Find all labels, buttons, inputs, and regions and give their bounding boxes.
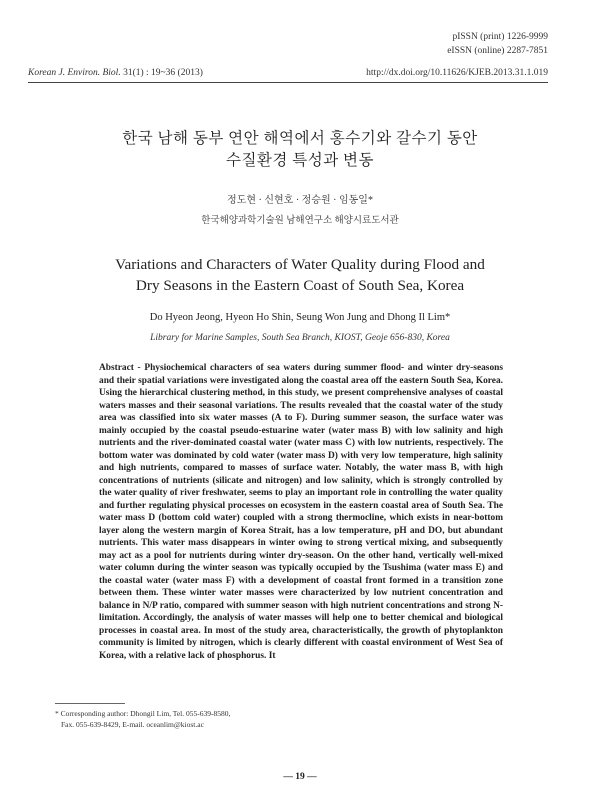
footnote-line-1: * Corresponding author: Dhongil Lim, Tel. 055-639-8580, [55,709,231,718]
print-issn: pISSN (print) 1226-9999 [452,32,548,42]
korean-title [0,128,600,172]
doi-link[interactable]: http://dx.doi.org/10.11626/KJEB.2013.31.1.019 [366,68,548,78]
corresponding-author-footnote [55,708,230,730]
korean-title-line-1: 한국 남해 동부 연안 해역에서 홍수기와 갈수기 동안 [122,130,478,147]
english-affiliation: Library for Marine Samples, South Sea Branch, KIOST, Geoje 656-830, Korea [150,333,450,343]
header-divider [28,82,548,83]
issn-block [447,30,548,58]
page-number: — 19 — [283,772,317,782]
korean-title-line-2: 수질환경 특성과 변동 [225,152,374,169]
english-title-line-1: Variations and Characters of Water Quality during Flood and [115,256,485,273]
footnote-line-2: Fax. 055-639-8429, E-mail. oceanlim@kiost.ac [61,720,204,729]
online-issn: eISSN (online) 2287-7851 [447,46,548,56]
korean-affiliation: 한국해양과학기술원 남해연구소 해양시료도서관 [201,216,399,226]
journal-volume: 31(1) : 19~36 (2013) [120,68,203,78]
journal-name: Korean J. Environ. Biol. [28,68,121,78]
journal-header [28,68,548,78]
journal-citation [28,68,203,78]
footnote-divider [55,703,125,704]
english-title-line-2: Dry Seasons in the Eastern Coast of South Sea, Korea [135,277,465,294]
abstract-text: Abstract - Physiochemical characters of sea waters during summer flood- and winter dry-seasons and their spatial variations were investigated along the coastal area off the eastern South Sea, Korea. Using the hierarchical clustering method, in this study, we present comprehensive analyses of coastal waters masses and their seasonal variations. The results revealed that the coastal water of the study area was classified into six water masses (A to F). During summer season, the surface water was mainly occupied by the coastal pseudo-estuarine water (water mass B) with low salinity and high nutrients and the river-dominated coastal water (water mass C) with low nutrients, respectively. The bottom water was dominated by cold water (water mass D) with very low temperature, high salinity and high nutrients, compared to masses of surface water. Notably, the water mass B, with high concentrations of nutrients (silicate and nitrogen) and low salinity, which is strongly controlled by the water quality of river freshwater, seems to play an important role in controlling the water quality and further regulating physical processes on ecosystem in the eastern coastal area of South Sea. The water mass D (bottom cold water) coupled with a strong thermocline, which exists in near-bottom layer along the western margin of Korea Strait, has a low temperature, pH and DO, but abundant nutrients. This water mass disappears in winter owing to strong vertical mixing, and subsequently may act as a pool for nutrients during winter dry-season. On the other hand, vertically well-mixed water column during the winter season was typically occupied by the Tsushima (water mass E) and the coastal water (water mass F) with a development of coastal front formed in a transition zone between them. These winter water masses were characterized by low nutrient concentration and balance in N/P ratio, compared with summer season with high nutrient concentrations and strong N-limitation. Accordingly, the analysis of water masses will help one to better chemical and biological processes in coastal area. In most of the study area, characteristically, the growth of phytoplankton community is limited by nitrogen, which is clearly different with coastal environment of West Sea of Korea, with a relative lack of phosphorus. It [99,363,503,661]
korean-authors: 정도현 · 신현호 · 정승원 · 임동일* [227,195,373,206]
english-title [40,254,560,296]
english-authors: Do Hyeon Jeong, Hyeon Ho Shin, Seung Won Jung and Dhong Il Lim* [149,312,451,323]
